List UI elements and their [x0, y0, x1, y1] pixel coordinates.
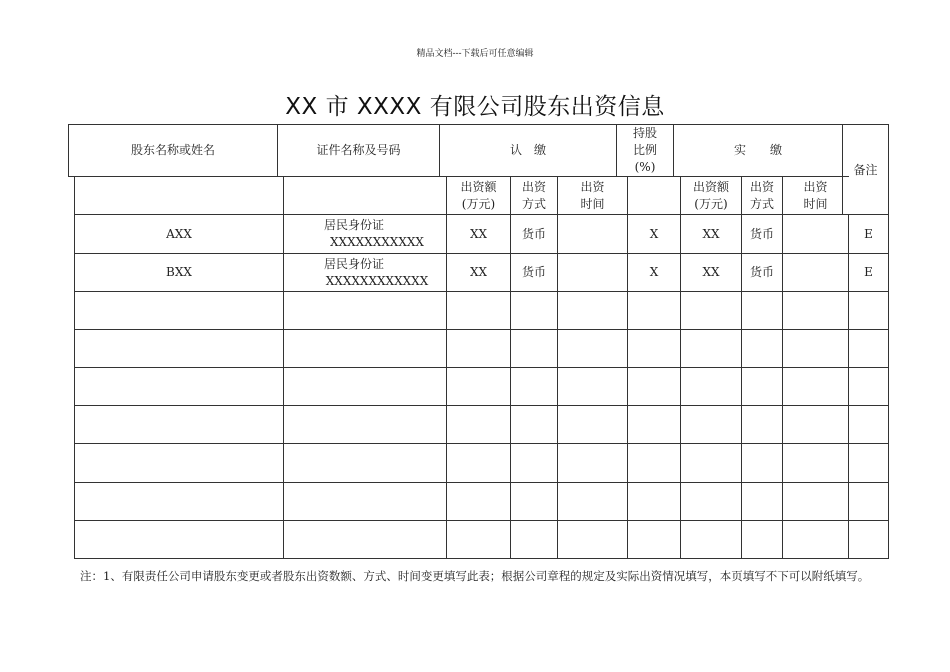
header-remark: 备注 [853, 162, 878, 177]
row-1-id-number: XXXXXXXXXXX [330, 235, 424, 249]
row-2-paid-time [783, 254, 848, 291]
header-sub-method: 出资 方式 [521, 180, 546, 211]
header-id: 证件名称及号码 [316, 143, 401, 157]
row-1-id-type: 居民身份证 [323, 218, 384, 232]
row-2-paid-method: 货币 [749, 265, 774, 279]
table-right-border [888, 124, 889, 559]
footnote: 注：1、有限责任公司申请股东变更或者股东出资数额、方式、时间变更填写此表；根据公司章程的规定及实际出资情况填写，本页填写不下可以附纸填写。 [80, 569, 870, 583]
row-1-id [284, 215, 446, 253]
header-paid-amount: 出资额 (万元) [692, 180, 729, 211]
row-border [74, 405, 889, 406]
row-2-id-number: XXXXXXXXXXXX [325, 273, 429, 288]
header-subscribed: 认 缴 [509, 143, 546, 157]
row-border [74, 367, 889, 368]
header-mid-border [68, 176, 849, 177]
row-border [74, 443, 889, 444]
row-1-paid-amount: XX [702, 226, 720, 241]
row-border [74, 329, 889, 330]
row-2-ratio: X [649, 265, 659, 279]
row-1-ratio: X [649, 226, 659, 241]
row-1-remark: E [864, 226, 873, 241]
header-note: 精品文档---下载后可任意编辑 [416, 49, 534, 59]
header-paid-time: 出资 时间 [803, 180, 828, 211]
row-border [74, 291, 889, 292]
row-border [74, 520, 889, 521]
row-1-paid-time [783, 215, 848, 253]
row-border [74, 482, 889, 483]
page-title: XX 市 XXXX 有限公司股东出资信息 [285, 94, 665, 120]
row-1-name: AXX [166, 226, 192, 241]
header-paid-method: 出资 方式 [749, 180, 774, 211]
row-2-remark: E [864, 265, 873, 279]
header-sub-amount: 出资额 (万元) [460, 180, 497, 211]
row-2-sub-time [558, 254, 627, 291]
row-1-sub-time [558, 215, 627, 253]
row-1-paid-method: 货币 [749, 226, 774, 241]
table-bottom-border [74, 558, 889, 559]
row-2-id-type: 居民身份证 [323, 256, 384, 271]
row-1-sub-amount: XX [469, 226, 488, 241]
row-2-sub-amount: XX [469, 265, 488, 279]
row-2-sub-method: 货币 [521, 265, 546, 279]
header-paid: 实 缴 [733, 143, 782, 157]
header-shareholder-name: 股东名称或姓名 [130, 143, 215, 157]
row-2-id [284, 254, 446, 291]
header-ratio: 持股 比例 (%) [632, 126, 657, 174]
header-sub-time: 出资 时间 [580, 180, 605, 211]
row-1-sub-method: 货币 [521, 226, 546, 241]
row-2-name: BXX [166, 265, 192, 279]
row-2-paid-amount: XX [702, 265, 720, 279]
